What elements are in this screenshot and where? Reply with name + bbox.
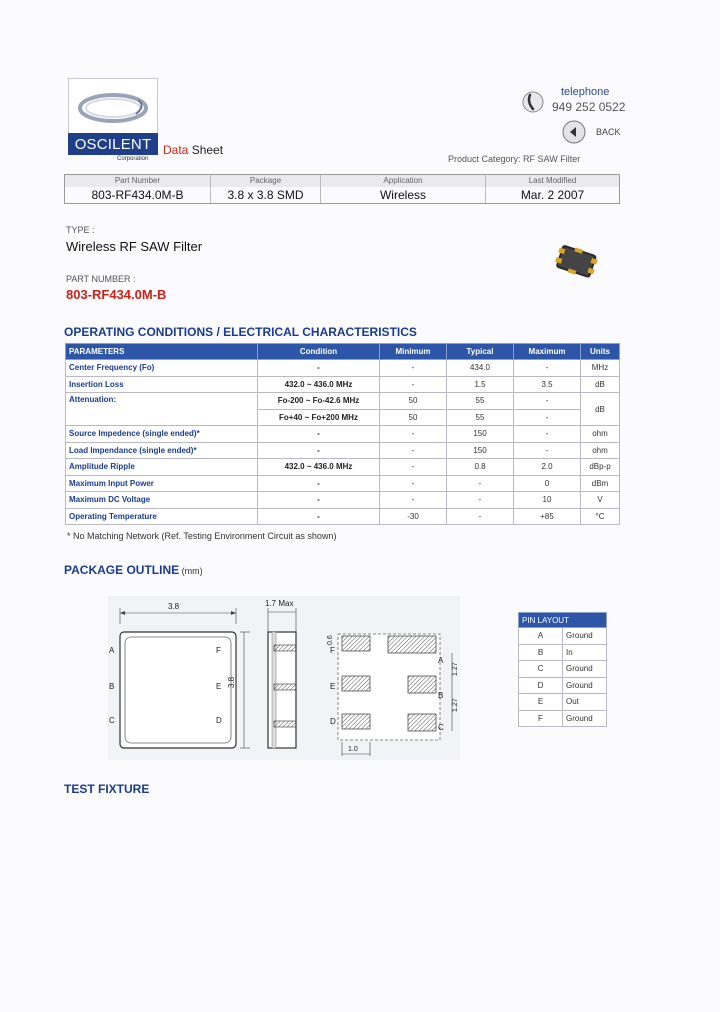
telephone-icon[interactable]: [522, 89, 544, 115]
condition-cell: -: [258, 475, 380, 492]
top-pin-d: D: [216, 716, 222, 725]
summary-value: Mar. 2 2007: [520, 188, 585, 202]
condition-cell: Fo+40 ~ Fo+200 MHz: [258, 409, 380, 426]
summary-label: Application: [321, 175, 485, 187]
param-cell: Source Impedence (single ended)*: [66, 426, 258, 443]
dim-pitch-1: 1.27: [452, 662, 459, 676]
min-cell: -: [380, 360, 447, 377]
typ-cell: 0.8: [447, 459, 514, 476]
summary-package: [211, 175, 321, 203]
bottom-pin-c: C: [438, 723, 444, 732]
spec-table: [65, 343, 620, 525]
table-row: [66, 360, 620, 377]
param-cell: Operating Temperature: [66, 508, 258, 525]
pin-function-cell: Ground: [563, 710, 607, 727]
condition-cell: -: [258, 492, 380, 509]
col-header-condition: Condition: [258, 344, 380, 360]
units-cell: ohm: [581, 442, 620, 459]
pin-function-cell: Ground: [563, 628, 607, 645]
summary-label: Package: [211, 175, 320, 187]
type-label: TYPE :: [66, 225, 95, 235]
condition-cell: -: [258, 360, 380, 377]
footnote: * No Matching Network (Ref. Testing Environment Circuit as shown): [67, 531, 337, 541]
param-cell: Maximum Input Power: [66, 475, 258, 492]
summary-value: 803-RF434.0M-B: [91, 188, 184, 202]
table-row: [66, 492, 620, 509]
spec-heading: OPERATING CONDITIONS / ELECTRICAL CHARACTERISTICS: [64, 325, 417, 339]
summary-bar: [64, 174, 620, 204]
typ-cell: 55: [447, 409, 514, 426]
bottom-view: [327, 634, 459, 756]
typ-cell: -: [447, 475, 514, 492]
col-header-minimum: Minimum: [380, 344, 447, 360]
max-cell: 10: [514, 492, 581, 509]
min-cell: -: [380, 492, 447, 509]
units-cell: V: [581, 492, 620, 509]
table-row: [519, 644, 607, 661]
top-pin-a: A: [109, 646, 115, 655]
typ-cell: 150: [447, 426, 514, 443]
min-cell: 50: [380, 393, 447, 410]
summary-label: Last Modified: [486, 175, 619, 187]
bottom-pin-d: D: [330, 717, 336, 726]
param-cell: Maximum DC Voltage: [66, 492, 258, 509]
units-cell: ohm: [581, 426, 620, 443]
table-row: [519, 677, 607, 694]
summary-part-number: [65, 175, 211, 203]
table-row: [66, 475, 620, 492]
units-cell: dB: [581, 393, 620, 426]
table-row: [66, 376, 620, 393]
package-heading: [64, 563, 203, 577]
pin-cell: F: [519, 710, 563, 727]
param-cell: Amplitude Ripple: [66, 459, 258, 476]
back-button[interactable]: BACK: [596, 127, 621, 137]
part-number-label: PART NUMBER :: [66, 274, 136, 284]
pin-function-cell: Ground: [563, 661, 607, 678]
min-cell: -: [380, 475, 447, 492]
pin-cell: C: [519, 661, 563, 678]
package-unit: (mm): [179, 566, 203, 576]
units-cell: dBp-p: [581, 459, 620, 476]
dim-pad-width: 1.0: [348, 746, 358, 753]
condition-cell: -: [258, 426, 380, 443]
spec-header-row: [66, 344, 620, 360]
max-cell: 3.5: [514, 376, 581, 393]
saw-filter-chip-photo: [550, 245, 600, 279]
min-cell: -: [380, 459, 447, 476]
col-header-parameters: PARAMETERS: [66, 344, 258, 360]
package-heading-text: PACKAGE OUTLINE: [64, 563, 180, 577]
typ-cell: -: [447, 492, 514, 509]
telephone-label: telephone: [561, 86, 610, 98]
max-cell: 0: [514, 475, 581, 492]
min-cell: 50: [380, 409, 447, 426]
pin-function-cell: Ground: [563, 677, 607, 694]
condition-cell: -: [258, 442, 380, 459]
col-header-maximum: Maximum: [514, 344, 581, 360]
table-row: [66, 442, 620, 459]
condition-cell: Fo-200 ~ Fo-42.6 MHz: [258, 393, 380, 410]
bottom-pin-a: A: [438, 656, 444, 665]
dim-width: 3.8: [168, 602, 180, 611]
param-cell: Attenuation:: [66, 393, 258, 426]
pin-layout-heading: PIN LAYOUT: [519, 613, 607, 628]
units-cell: MHz: [581, 360, 620, 377]
top-pin-b: B: [109, 682, 115, 691]
dim-pad-height: 0.6: [327, 635, 334, 645]
typ-cell: 150: [447, 442, 514, 459]
dim-height: 3.8: [227, 676, 236, 688]
top-pin-e: E: [216, 682, 222, 691]
back-arrow-icon[interactable]: [562, 120, 586, 144]
summary-last-modified: [486, 175, 619, 203]
bottom-pin-f: F: [330, 646, 335, 655]
summary-application: [321, 175, 486, 203]
param-cell: Insertion Loss: [66, 376, 258, 393]
param-cell: Center Frequency (Fo): [66, 360, 258, 377]
condition-cell: 432.0 ~ 436.0 MHz: [258, 459, 380, 476]
corporation-label: Corporation: [117, 156, 149, 162]
max-cell: -: [514, 360, 581, 377]
top-pin-c: C: [109, 716, 115, 725]
pin-layout-table: [518, 612, 607, 727]
doc-title: [163, 143, 223, 157]
test-fixture-heading: TEST FIXTURE: [64, 782, 150, 796]
condition-cell: 432.0 ~ 436.0 MHz: [258, 376, 380, 393]
top-pin-f: F: [216, 646, 221, 655]
typ-cell: 434.0: [447, 360, 514, 377]
type-value: Wireless RF SAW Filter: [66, 239, 203, 254]
table-row: [519, 628, 607, 645]
units-cell: dB: [581, 376, 620, 393]
pin-cell: D: [519, 677, 563, 694]
table-row: [519, 661, 607, 678]
bottom-pin-b: B: [438, 691, 444, 700]
pin-cell: B: [519, 644, 563, 661]
doc-title-word-1: Data: [163, 143, 189, 157]
col-header-units: Units: [581, 344, 620, 360]
max-cell: -: [514, 409, 581, 426]
max-cell: -: [514, 426, 581, 443]
max-cell: +85: [514, 508, 581, 525]
units-cell: °C: [581, 508, 620, 525]
typ-cell: -: [447, 508, 514, 525]
table-row: [66, 508, 620, 525]
max-cell: 2.0: [514, 459, 581, 476]
company-logo: [68, 133, 158, 155]
condition-cell: -: [258, 508, 380, 525]
units-cell: dBm: [581, 475, 620, 492]
product-category: Product Category: RF SAW Filter: [448, 154, 581, 164]
typ-cell: 1.5: [447, 376, 514, 393]
col-header-typical: Typical: [447, 344, 514, 360]
part-number-value: 803-RF434.0M-B: [66, 287, 167, 302]
doc-title-word-2: Sheet: [191, 143, 224, 157]
dim-max-thickness: 1.7 Max: [265, 599, 294, 608]
summary-label: Part Number: [65, 175, 210, 187]
table-row: [519, 710, 607, 727]
table-row: [519, 694, 607, 711]
table-row: [66, 459, 620, 476]
table-row: [66, 393, 620, 410]
dim-pitch-2: 1.27: [452, 698, 459, 712]
min-cell: -: [380, 442, 447, 459]
pin-cell: A: [519, 628, 563, 645]
telephone-number[interactable]: 949 252 0522: [552, 100, 626, 114]
pin-cell: E: [519, 694, 563, 711]
typ-cell: 55: [447, 393, 514, 410]
param-cell: Load Impendance (single ended)*: [66, 442, 258, 459]
table-row: [66, 426, 620, 443]
pin-function-cell: Out: [563, 694, 607, 711]
bottom-pin-e: E: [330, 682, 336, 691]
min-cell: -: [380, 426, 447, 443]
package-outline-drawing: [108, 596, 460, 760]
min-cell: -: [380, 376, 447, 393]
summary-value: Wireless: [379, 188, 426, 202]
min-cell: -30: [380, 508, 447, 525]
max-cell: -: [514, 442, 581, 459]
company-name: OSCILENT: [74, 135, 152, 153]
max-cell: -: [514, 393, 581, 410]
pin-function-cell: In: [563, 644, 607, 661]
summary-value: 3.8 x 3.8 SMD: [227, 188, 304, 202]
